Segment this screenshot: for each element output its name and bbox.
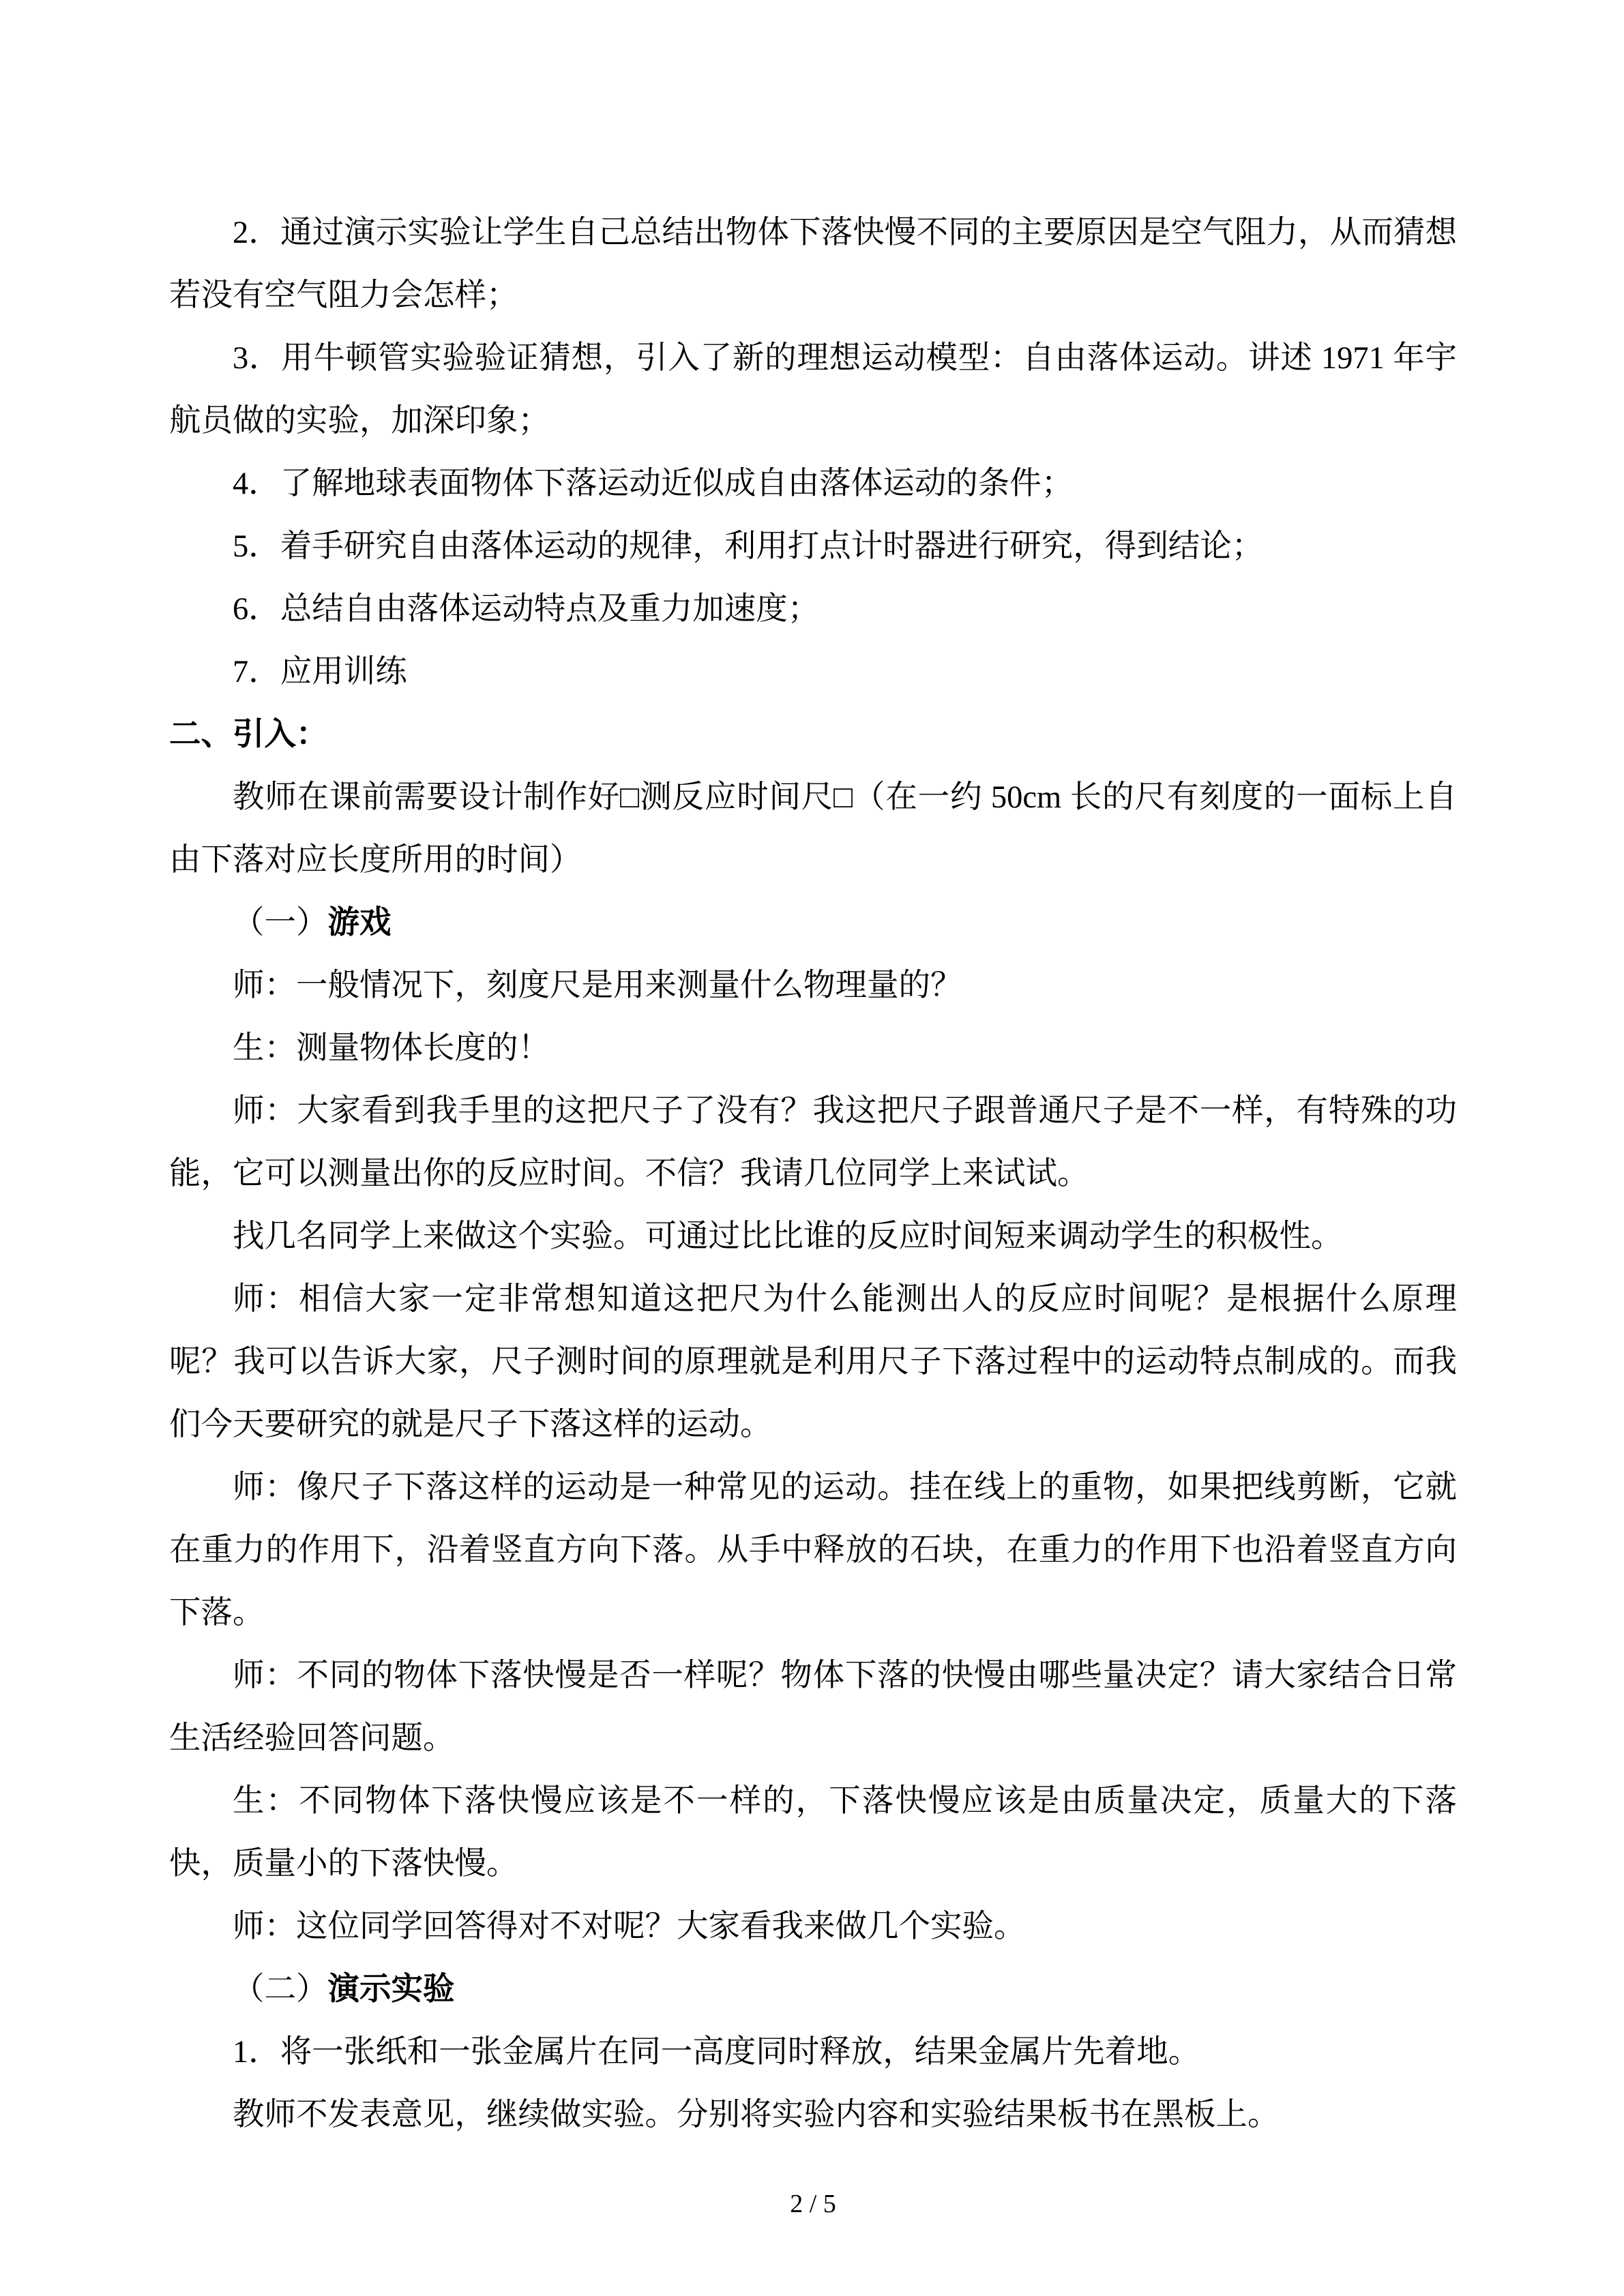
paragraph: 3．用牛顿管实验验证猜想，引入了新的理想运动模型：自由落体运动。讲述 1971 年宇航员做的实验，加深印象； (169, 341, 1457, 438)
paragraph: 7．应用训练 (233, 655, 407, 689)
subsection-heading-prefix: （二） (233, 1972, 328, 2007)
paragraph: 2．通过演示实验让学生自己总结出物体下落快慢不同的主要原因是空气阻力，从而猜想若没有空气阻力会怎样； (169, 215, 1457, 313)
paragraph: 4．了解地球表面物体下落运动近似成自由落体运动的条件； (233, 466, 1074, 501)
subsection-heading-label: 游戏 (327, 906, 392, 940)
paragraph: 师：像尺子下落这样的运动是一种常见的运动。挂在线上的重物，如果把线剪断，它就在重力的作用下，沿着竖直方向下落。从手中释放的石块，在重力的作用下也沿着竖直方向下落。 (169, 1470, 1457, 1630)
paragraph: 师：不同的物体下落快慢是否一样呢？物体下落的快慢由哪些量决定？请大家结合日常生活经验回答问题。 (169, 1658, 1457, 1756)
paragraph: 师：一般情况下，刻度尺是用来测量什么物理量的？ (233, 968, 962, 1003)
paragraph: 师：相信大家一定非常想知道这把尺为什么能测出人的反应时间呢？是根据什么原理呢？我可以告诉大家，尺子测时间的原理就是利用尺子下落过程中的运动特点制成的。而我们今天要研究的就是尺子下落这样的运动。 (169, 1282, 1457, 1442)
paragraph: 5．着手研究自由落体运动的规律，利用打点计时器进行研究，得到结论； (233, 529, 1264, 564)
paragraph: 找几名同学上来做这个实验。可通过比比谁的反应时间短来调动学生的积极性。 (233, 1219, 1343, 1254)
page-footer (169, 2188, 1457, 2220)
subsection-heading (169, 892, 1457, 955)
paragraph: 师：这位同学回答得对不对呢？大家看我来做几个实验。 (233, 1909, 1026, 1944)
section-heading: 二、引入： (169, 717, 328, 752)
paragraph: 教师在课前需要设计制作好□测反应时间尺□（在一约 50cm 长的尺有刻度的一面标上自由下落对应长度所用的时间） (169, 780, 1457, 878)
paragraph: 1．将一张纸和一张金属片在同一高度同时释放，结果金属片先着地。 (233, 2035, 1200, 2070)
paragraph: 教师不发表意见，继续做实验。分别将实验内容和实验结果板书在黑板上。 (233, 2098, 1280, 2132)
paragraph: 生：不同物体下落快慢应该是不一样的，下落快慢应该是由质量决定，质量大的下落快，质量小的下落快慢。 (169, 1784, 1457, 1881)
page-number: 2 / 5 (790, 2190, 836, 2218)
document-body (169, 202, 1457, 2147)
paragraph: 6．总结自由落体运动特点及重力加速度； (233, 592, 820, 627)
subsection-heading-prefix: （一） (233, 906, 328, 940)
subsection-heading-label: 演示实验 (327, 1972, 455, 2007)
paragraph: 师：大家看到我手里的这把尺子了没有？我这把尺子跟普通尺子是不一样，有特殊的功能，它可以测量出你的反应时间。不信？我请几位同学上来试试。 (169, 1094, 1457, 1191)
paragraph: 生：测量物体长度的！ (233, 1031, 550, 1066)
subsection-heading (169, 1958, 1457, 2021)
